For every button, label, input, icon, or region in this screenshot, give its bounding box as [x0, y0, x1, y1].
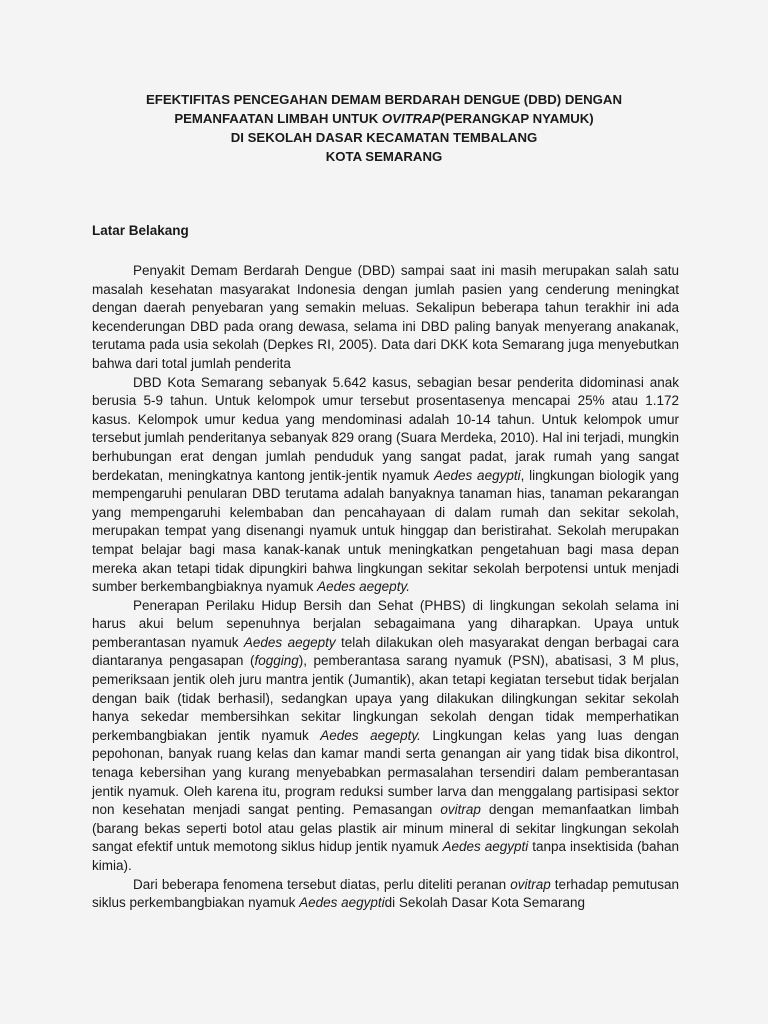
- p3-italic-a: Aedes aegepty: [243, 634, 336, 650]
- p2-text-b: , lingkungan biologik yang mempengaruhi penularan DBD terutama adalah banyaknya tanaman hias, tanaman pekarangan yang mempengaruhi kelembaban dan pencahayaan di dalam rumah dan sekitar sekolah, merupakan tempat yang disenangi nyamuk untuk hinggap dan beristirahat. Sekolah merupakan tempat belajar bagi masa kanak-kanak untuk meningkatkan pengetahuan bagi masa depan mereka akan tetapi tidak dipungkiri bahwa lingkungan sekitar sekolah berpotensi untuk menjadi sumber berkembangbiaknya nyamuk: [92, 467, 679, 595]
- p3-italic-d: ovitrap: [440, 802, 481, 818]
- p3-text-c: ), pemberantasa sarang nyamuk (PSN), abatisasi, 3 M plus, pemeriksaan jentik oleh juru mantra jentik (Jumantik), akan tetapi kegiatan tersebut tidak berjalan dengan baik (tidak berhasil), sedangkan upaya yang dilakukan dilingkungan sekitar sekolah hanya sekedar membersihkan sekitar lingkungan sekolah dengan tidak memperhatikan perkembangbiakan jentik nyamuk: [92, 653, 679, 743]
- p4-italic-b: Aedes aegypti: [299, 895, 385, 911]
- p3-text-b: telah dilakukan oleh masyarakat dengan berbagai cara diantaranya pengasapan (: [92, 634, 679, 669]
- p2-italic-b: Aedes aegepty.: [317, 579, 410, 595]
- p4-text-a: Dari beberapa fenomena tersebut diatas, perlu diteliti peranan: [133, 876, 511, 892]
- paragraph-4: [92, 876, 679, 913]
- title-line-2-part-1: PEMANFAATAN LIMBAH UNTUK: [174, 111, 382, 126]
- document-title: [0, 90, 768, 166]
- p2-text-a: DBD Kota Semarang sebanyak 5.642 kasus, sebagian besar penderita didominasi anak berusia 5-9 tahun. Untuk kelompok umur tersebut prosentasenya mencapai 25% atau 1.172 kasus. Kelompok umur kedua yang mendominasi adalah 10-14 tahun. Untuk kelompok umur tersebut jumlah penderitanya sebanyak 829 orang (Suara Merdeka, 2010). Hal ini terjadi, mungkin berhubungan erat dengan jumlah penduduk yang sangat padat, jarak rumah yang sangat berdekatan, meningkatnya kantong jentik-jentik nyamuk: [92, 374, 679, 483]
- p3-italic-e: Aedes aegypti: [442, 839, 529, 855]
- title-line-4: KOTA SEMARANG: [325, 149, 443, 164]
- title-line-2: [0, 109, 768, 128]
- p4-italic-a: ovitrap: [510, 876, 551, 892]
- title-ovitrap-term: OVITRAP: [381, 111, 441, 126]
- title-line-3: DI SEKOLAH DASAR KECAMATAN TEMBALANG: [230, 130, 538, 145]
- p3-text-f: tanpa insektisida (bahan kimia).: [92, 839, 679, 873]
- paragraph-3: [92, 597, 679, 876]
- p3-italic-c: Aedes aegepty.: [320, 727, 421, 743]
- section-heading: Latar Belakang: [92, 223, 189, 238]
- title-line-2-part-2: (PERANGKAP NYAMUK): [440, 111, 594, 126]
- p4-text-c: di Sekolah Dasar Kota Semarang: [384, 895, 586, 911]
- paragraph-1: [92, 262, 679, 374]
- title-line-1: EFEKTIFITAS PENCEGAHAN DEMAM BERDARAH DENGUE (DBD) DENGAN: [146, 92, 622, 107]
- paragraph-2: [92, 374, 679, 597]
- p3-text-a: Penerapan Perilaku Hidup Bersih dan Sehat (PHBS) di lingkungan sekolah selama ini harus akui belum sepenuhnya berjalan sebagaimana yang diharapkan. Upaya untuk pemberantasan nyamuk: [92, 597, 679, 650]
- p3-text-d: Lingkungan kelas yang luas dengan pepohonan, banyak ruang kelas dan kamar mandi serta genangan air yang tidak bisa dikontrol, tenaga kebersihan yang kurang menyebabkan permasalahan tersendiri dalam pemberantasan jentik nyamuk. Oleh karena itu, program reduksi sumber larva dan menggalang partisipasi sektor non kesehatan menjadi sangat penting. Pemasangan: [92, 727, 680, 818]
- body-text: [92, 262, 679, 913]
- p3-italic-b: fogging: [254, 653, 299, 669]
- p2-italic-a: Aedes aegypti: [434, 467, 521, 483]
- paragraph-1-text: Penyakit Demam Berdarah Dengue (DBD) sampai saat ini masih merupakan salah satu masalah kesehatan masyarakat Indonesia dengan jumlah pasien yang cenderung meningkat dengan daerah penyebaran yang semakin meluas. Sekalipun beberapa tahun terakhir ini ada kecenderungan DBD pada orang dewasa, selama ini DBD paling banyak menyerang anakanak, terutama pada usia sekolah (Depkes RI, 2005). Data dari DKK kota Semarang juga menyebutkan bahwa dari total jumlah penderita: [92, 263, 679, 371]
- p3-text-e: dengan memanfaatkan limbah (barang bekas seperti botol atau gelas plastik air minum mineral di sekitar lingkungan sekolah sangat efektif untuk memotong siklus hidup jentik nyamuk: [92, 802, 679, 855]
- p4-text-b: terhadap pemutusan siklus perkembangbiakan nyamuk: [92, 876, 679, 911]
